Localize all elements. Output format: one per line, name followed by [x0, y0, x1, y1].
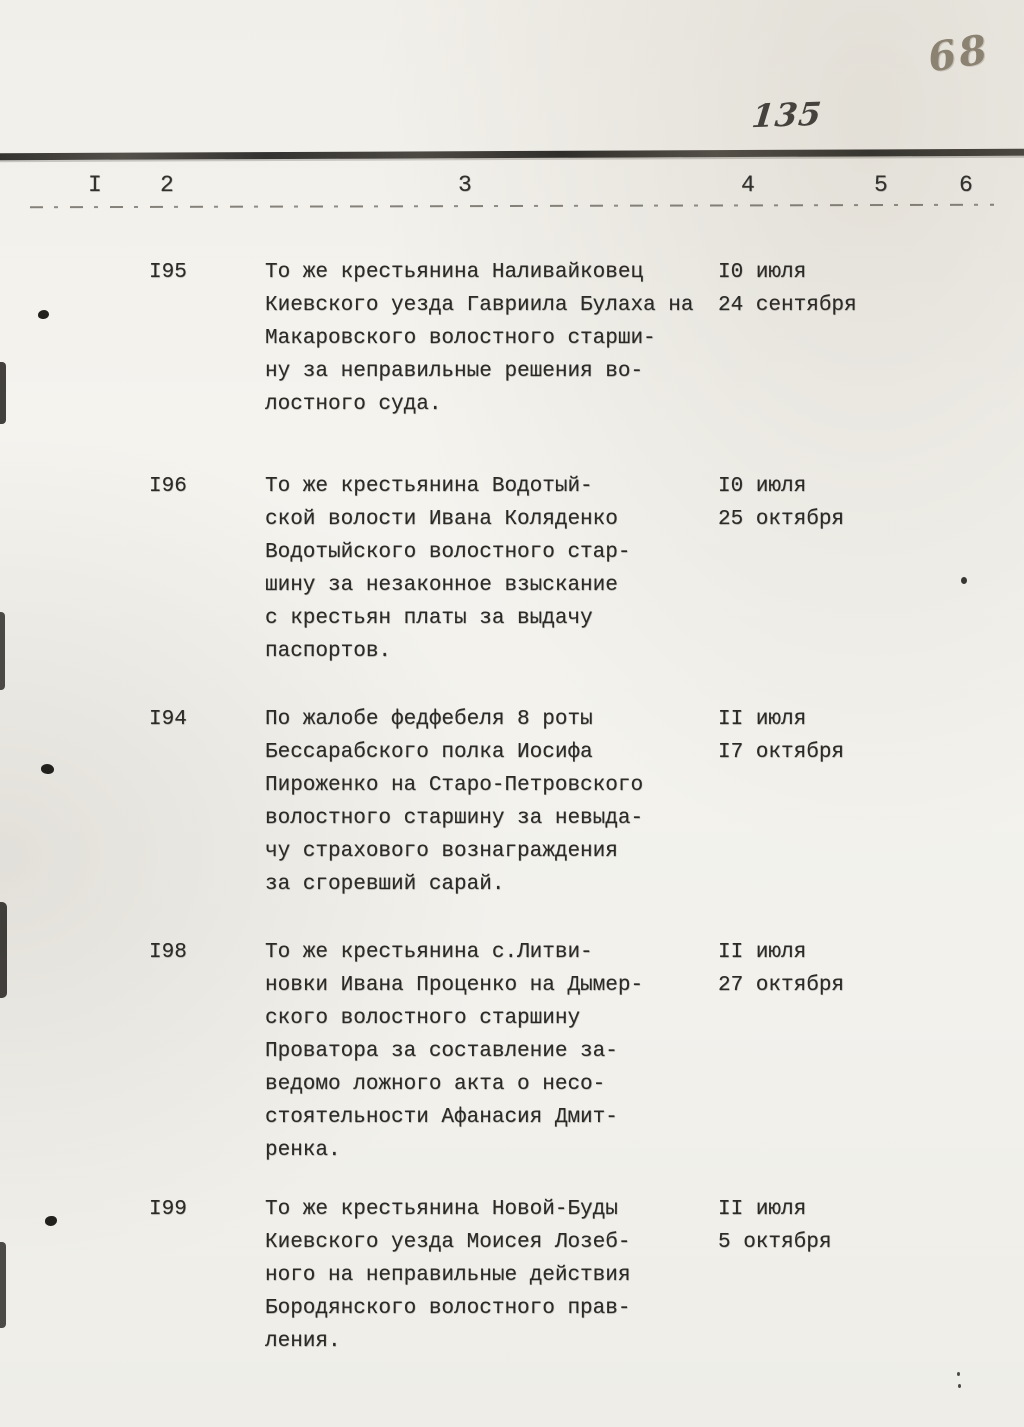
- ink-mark: [41, 764, 54, 774]
- entry-text-line: шину за незаконное взыскание: [265, 574, 618, 597]
- table-row: [0, 256, 1024, 421]
- entry-number: I98: [149, 941, 187, 964]
- entry-dates: [718, 936, 1024, 1002]
- entry-text-line: ренка.: [265, 1139, 341, 1162]
- entry-date-start: II июля: [718, 708, 807, 731]
- ink-mark: [961, 577, 967, 584]
- entry-text-line: ской волости Ивана Коляденко: [265, 508, 618, 531]
- entry-date-start: II июля: [718, 941, 807, 964]
- entry-text-line: Проватора за составление за-: [265, 1040, 618, 1063]
- column-header-2: 2: [160, 172, 174, 198]
- entry-text-line: Киевского уезда Гавриила Булаха на: [265, 294, 694, 317]
- column-header-3: 3: [458, 172, 472, 198]
- table-row: [0, 470, 1024, 668]
- table-row: [0, 936, 1024, 1167]
- entry-text-line: ведомо ложного акта о несо-: [265, 1073, 606, 1096]
- entry-date-end: 24 сентября: [718, 294, 857, 317]
- entry-text: [265, 936, 718, 1167]
- entry-text-line: стоятельности Афанасия Дмит-: [265, 1106, 618, 1129]
- entry-text-line: То же крестьянина с.Литви-: [265, 941, 593, 964]
- entry-text-line: По жалобе федфебеля 8 роты: [265, 708, 593, 731]
- entry-text-line: То же крестьянина Наливайковец: [265, 261, 644, 284]
- entry-text-line: лостного суда.: [265, 393, 442, 416]
- entry-text-line: То же крестьянина Новой-Буды: [265, 1198, 618, 1221]
- entry-date-end: 5 октября: [718, 1231, 832, 1254]
- entry-text-line: ну за неправильные решения во-: [265, 360, 644, 383]
- entry-text-line: Бессарабского полка Иосифа: [265, 741, 593, 764]
- entry-text-line: волостного старшину за невыда-: [265, 807, 644, 830]
- ink-mark: [0, 902, 7, 998]
- entry-text-line: ного на неправильные действия: [265, 1264, 631, 1287]
- entry-text: [265, 1193, 718, 1358]
- column-header-6: 6: [959, 172, 973, 198]
- entry-text: [265, 256, 718, 421]
- entry-date-start: II июля: [718, 1198, 807, 1221]
- entry-number: I96: [149, 475, 187, 498]
- column-header-4: 4: [741, 172, 755, 198]
- entry-text-line: ления.: [265, 1330, 341, 1353]
- entry-number: I99: [149, 1198, 187, 1221]
- entry-date-start: I0 июля: [718, 475, 807, 498]
- entry-date-end: I7 октября: [718, 741, 845, 764]
- entry-dates: [718, 470, 1024, 536]
- table-row: [0, 1193, 1024, 1358]
- ink-mark: [0, 362, 6, 424]
- entry-date-end: 27 октября: [718, 974, 845, 997]
- entry-date-start: I0 июля: [718, 261, 807, 284]
- entry-number: I95: [149, 261, 187, 284]
- ink-mark: [0, 612, 5, 690]
- entry-text-line: Водотыйского волостного стар-: [265, 541, 631, 564]
- entry-text-line: Макаровского волостного старши-: [265, 327, 656, 350]
- entry-text-line: То же крестьянина Водотый-: [265, 475, 593, 498]
- entry-text-line: новки Ивана Проценко на Дымер-: [265, 974, 644, 997]
- entry-text-line: Пироженко на Старо-Петровского: [265, 774, 644, 797]
- column-header-1: I: [88, 172, 102, 198]
- ink-mark: [957, 1372, 960, 1376]
- ink-mark: [38, 310, 49, 319]
- entry-text: [265, 703, 718, 901]
- entries-container: [0, 256, 1024, 1358]
- handwritten-folio-number: 68: [924, 25, 993, 82]
- entry-text-line: чу страхового вознаграждения: [265, 840, 618, 863]
- entry-number: I94: [149, 708, 187, 731]
- entry-text-line: Киевского уезда Моисея Лозеб-: [265, 1231, 631, 1254]
- column-header-5: 5: [874, 172, 888, 198]
- entry-text-line: с крестьян платы за выдачу: [265, 607, 593, 630]
- ink-mark: [0, 1242, 6, 1328]
- entry-date-end: 25 октября: [718, 508, 845, 531]
- entry-dates: [718, 1193, 1024, 1259]
- entry-text-line: Бородянского волостного прав-: [265, 1297, 631, 1320]
- entry-text-line: ского волостного старшину: [265, 1007, 581, 1030]
- header-underline: [30, 204, 994, 209]
- table-row: [0, 703, 1024, 901]
- handwritten-page-number: 135: [749, 94, 824, 136]
- table-top-rule: [0, 149, 1024, 160]
- entry-text-line: паспортов.: [265, 640, 392, 663]
- entry-dates: [718, 703, 1024, 769]
- entry-text-line: за сгоревший сарай.: [265, 873, 505, 896]
- entry-dates: [718, 256, 1024, 322]
- entry-text: [265, 470, 718, 668]
